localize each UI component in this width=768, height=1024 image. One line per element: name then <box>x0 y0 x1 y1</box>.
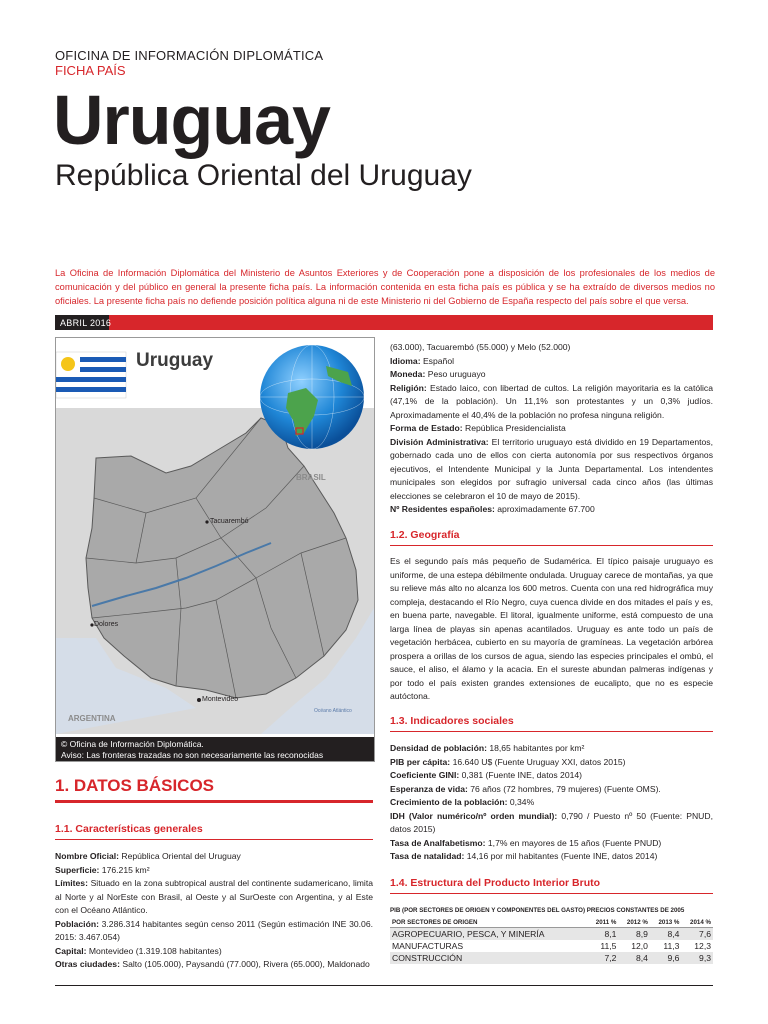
label-montevideo: Montevideo <box>202 696 239 703</box>
indicador-densidad: Densidad de población: 18,65 habitantes por km² <box>390 743 585 753</box>
field-capital: Capital: Montevideo (1.319.108 habitantes) <box>55 945 222 956</box>
section-title-datos-basicos: 1. DATOS BÁSICOS <box>55 776 215 795</box>
globe <box>260 345 364 449</box>
field-moneda: Moneda: Peso uruguayo <box>390 369 486 379</box>
table-cell: 12,3 <box>694 941 711 951</box>
indicador-gini: Coeficiente GINI: 0,381 (Fuente INE, datos 2014) <box>390 770 583 780</box>
indicadores-list <box>390 742 713 864</box>
disclaimer: La Oficina de Información Diplomática del Ministerio de Asuntos Exteriores y de Cooperación pone a disposición de los profesionales de los medios de comunicación y del público en general la presente ficha país. La información contenida en esta ficha país es pública y se ha extraído de diversos medios no oficiales. La presente ficha país no defiende posición política alguna ni de este Ministerio ni del Gobierno de España respecto del país sobre el que versa. <box>55 268 715 306</box>
field-superficie: Superficie: 176.215 km² <box>55 864 150 875</box>
table-cell: 8,1 <box>587 928 618 941</box>
field-nombre: Nombre Oficial: República Oriental del Uruguay <box>55 851 241 861</box>
date-bar <box>55 315 713 330</box>
label-tacuarembo: Tacuarembó <box>210 518 249 525</box>
pib-header: POR SECTORES DE ORIGEN <box>390 918 587 928</box>
subsection-title-geografia: 1.2. Geografía <box>390 529 460 541</box>
field-otras-ciudades: Otras ciudades: Salto (105.000), Paysandú (77.000), Rivera (65.000), Maldonado <box>55 959 370 969</box>
subsection-rule <box>390 731 713 732</box>
field-division: División Administrativa: El territorio uruguayo está dividido en 19 Departamentos, gobernado cada uno de ellos con cierta autonomía por sus respectivos órganos ejecutivos, el Intendente Municipal y la Junta Departamental. Los intendentes municipales son elegidos por sufragio universal cada cinco años (las últimas elecciones se celebraron el 10 de mayo de 2015). <box>390 436 713 501</box>
label-ocean: Océano Atlántico <box>314 708 352 714</box>
table-row <box>390 940 713 952</box>
table-cell: MANUFACTURAS <box>392 941 464 951</box>
map-country-name: Uruguay <box>136 350 214 371</box>
table-cell: 8,9 <box>618 928 650 941</box>
pib-header-row <box>390 918 713 928</box>
pib-header: 2011 % <box>587 918 618 928</box>
uruguay-flag <box>56 352 126 398</box>
table-cell: 8,4 <box>650 928 682 941</box>
label-dolores: Dolores <box>94 621 119 628</box>
subsection-title-pib: 1.4. Estructura del Producto Interior Bruto <box>390 877 601 889</box>
table-cell: 11,3 <box>663 941 680 951</box>
subsection-rule <box>390 893 713 894</box>
office-name: OFICINA DE INFORMACIÓN DIPLOMÁTICA <box>55 48 324 63</box>
tacuarembo-dot <box>205 520 208 523</box>
pib-header: 2013 % <box>650 918 682 928</box>
table-row <box>390 928 713 941</box>
table-cell: 8,4 <box>618 952 650 964</box>
section-rule <box>55 800 373 803</box>
field-limites: Límites: Situado en la zona subtropical austral del continente sudamericano, limita al Norte y al NorEste con Brasil, al Oeste y al SurOeste con Argentina, y al Este con el Océano Atlántico. <box>55 878 373 915</box>
field-otras-ciudades-cont: (63.000), Tacuarembó (55.000) y Melo (52.000) <box>390 342 571 352</box>
field-residentes: Nº Residentes españoles: aproximadamente 67.700 <box>390 504 595 514</box>
publication-date: ABRIL 2016 <box>60 318 112 328</box>
subsection-rule <box>55 839 373 840</box>
document-type: FICHA PAÍS <box>55 63 126 78</box>
indicador-pib-per-capita: PIB per cápita: 16.640 U$ (Fuente Uruguay XXI, datos 2015) <box>390 756 626 767</box>
general-characteristics-cont <box>390 341 713 517</box>
indicador-crecimiento: Crecimiento de la población: 0,34% <box>390 797 535 807</box>
subsection-title-caracteristicas: 1.1. Características generales <box>55 823 203 835</box>
country-map <box>55 337 375 771</box>
page-subtitle: República Oriental del Uruguay <box>55 159 472 192</box>
page-title: Uruguay <box>53 81 330 159</box>
table-cell: AGROPECUARIO, PESCA, Y MINERÍA <box>390 928 587 941</box>
table-cell: 7,2 <box>587 952 618 964</box>
indicador-analfabetismo: Tasa de Analfabetismo: 1,7% en mayores de 15 años (Fuente PNUD) <box>390 837 662 848</box>
table-cell: 7,6 <box>681 928 713 941</box>
field-forma-estado: Forma de Estado: República Presidencialista <box>390 423 566 433</box>
table-cell: 9,6 <box>650 952 682 964</box>
field-idioma: Idioma: Español <box>390 355 455 366</box>
label-brasil: BRASIL <box>296 473 326 482</box>
general-characteristics <box>55 850 373 972</box>
subsection-title-indicadores: 1.3. Indicadores sociales <box>390 715 514 727</box>
montevideo-dot <box>197 698 201 702</box>
pib-header: 2012 % <box>618 918 650 928</box>
table-row <box>390 952 713 964</box>
table-cell: 11,5 <box>600 941 617 951</box>
geografia-text: Es el segundo país más pequeño de Sudamérica. El típico paisaje uruguayo es uniforme, de una estepa débilmente ondulada. Uruguay carece de montañas, ya que su relieve más alto no alcanza los 600 metros. Cuenta con una red hidrográfica muy compleja, destacando el Río Negro, cuya cuenca divide en dos mitades el país y es, en buena parte, navegable. El litoral, igualmente uniforme, está compuesto de una larga línea de playas sin apenas acantilados. Uruguay es ante todo un país de vegetación herbácea, cubierto en su mayoría de gramíneas. La vegetación arbórea prospera a orillas de los cursos de agua, siendo las especies principales el ombú, el sauce, el aliso, el álamo y la acacia. En el sureste abundan palmeras indígenas y por todo el país existen grandes extensiones de eucalipto, que no es especie autóctona. <box>390 556 713 701</box>
map-caption-notice: Aviso: Las fronteras trazadas no son necesariamente las reconocidas oficialmente. <box>61 750 324 771</box>
field-poblacion: Población: 3.286.314 habitantes según censo 2011 (Según estimación INE 30.06. 2015: 3.467.054) <box>55 918 373 942</box>
table-cell: 12,0 <box>631 941 648 951</box>
map-caption <box>56 737 374 771</box>
indicador-natalidad: Tasa de natalidad: 14,16 por mil habitantes (Fuente INE, datos 2014) <box>390 851 658 861</box>
table-cell: 9,3 <box>681 952 713 964</box>
indicador-esperanza-vida: Esperanza de vida: 76 años (72 hombres, 79 mujeres) (Fuente OMS). <box>390 783 661 794</box>
footer-rule <box>55 985 713 986</box>
pib-header: 2014 % <box>681 918 713 928</box>
subsection-rule <box>390 545 713 546</box>
pib-caption: PIB (POR SECTORES DE ORIGEN Y COMPONENTES DEL GASTO) PRECIOS CONSTANTES DE 2005 <box>390 907 685 914</box>
label-argentina: ARGENTINA <box>68 714 116 723</box>
table-cell: CONSTRUCCIÓN <box>390 952 587 964</box>
pib-table <box>390 918 713 964</box>
field-religion: Religión: Estado laico, con libertad de cultos. La religión mayoritaria es la católica (47,1% de la población). Un 11,1% son protestantes y un 0,3% judíos. Aproximadamente el 40,4% de la población no profesa ninguna religión. <box>390 382 713 420</box>
map-caption-copyright: © Oficina de Información Diplomática. <box>61 739 204 749</box>
indicador-idh: IDH (Valor numérico/nº orden mundial): 0,790 / Puesto nº 50 (Fuente: PNUD, datos 2015) <box>390 810 713 834</box>
